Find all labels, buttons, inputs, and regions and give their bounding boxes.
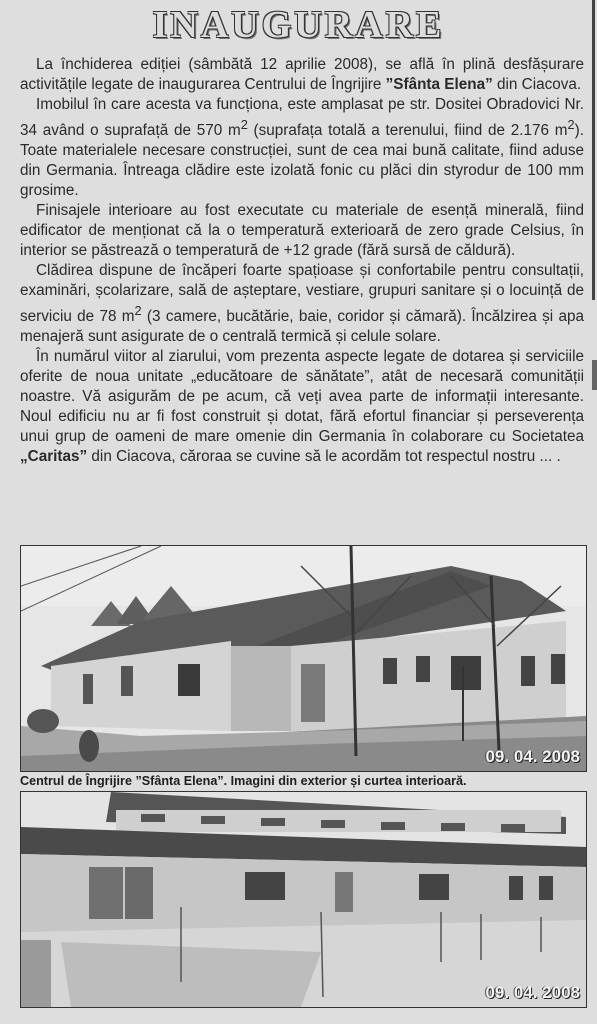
paragraph-1: La închiderea ediției (sâmbătă 12 aprilie 2008), se află în plină desfășurare activitățile legate de inaugurarea Centrului de Îngrijire ”Sfânta Elena” din Ciacova. <box>20 56 584 93</box>
adjacent-column-fragment <box>592 360 597 390</box>
photo-exterior <box>20 545 587 772</box>
article-body <box>20 55 584 467</box>
photo-courtyard <box>20 791 587 1008</box>
paragraph-4: Clădirea dispune de încăperi foarte spațioase și confortabile pentru consultații, examinări, școlarizare, sală de așteptare, vestiare, grupuri sanitare și o locuință de serviciu de 78 $m^2$ (3 camere, bucătărie, baie, coridor și cămară). Încălzirea și apa menajeră sunt asigurate de o centrală termică și celule solare. <box>20 262 585 346</box>
paragraph-3: Finisajele interioare au fost executate cu materiale de esență minerală, fiind edificator de menționat că la o temperatură exterioară de zero grade Celsius, în interior se păstrează o temperatură de +12 grade (fără sursă de căldură). <box>20 202 584 260</box>
paragraph-5: În numărul viitor al ziarului, vom prezenta aspecte legate de dotarea și serviciile oferite de noua unitate „educătoare de sănătate”, atât de necesară comunității noastre. Vă asigurăm de pe acum, că veți avea parte de informații interesante. Noul edificiu nu ar fi fost construit și dotat, fără efortul financiar și perseverența unui grup de oameni de mare omenie din Germania în colaborare cu Societatea „Caritas” din Ciacova, căroraa se cuvine să le acordăm tot respectul nostru ... . <box>20 348 584 466</box>
paragraph-2: Imobilul în care acesta va funcționa, este amplasat pe str. Dositei Obradovici Nr. 34 având o suprafață de 570 $m^2$ (suprafața totală a terenului, fiind de 2.176 $m^2$). Toate materialele necesare construcției, sunt de cea mai bună calitate, fiind aduse din Germania. Întreaga clădire este izolată fonic cu plăci din styrodur de 100 mm grosime. <box>20 96 584 200</box>
caritas-name: „Caritas” <box>20 448 88 466</box>
photo-date-stamp: 09. 04. 2008 <box>485 983 580 1002</box>
building-exterior-illustration <box>21 546 586 771</box>
headline: INAUGURARE <box>152 4 445 46</box>
building-courtyard-illustration <box>21 792 586 1007</box>
photo-caption: Centrul de Îngrijire ”Sfânta Elena”. Imagini din exterior și curtea interioară. <box>20 774 467 788</box>
center-name: ”Sfânta Elena” <box>385 76 493 93</box>
photo-date-stamp: 09. 04. 2008 <box>485 747 580 766</box>
